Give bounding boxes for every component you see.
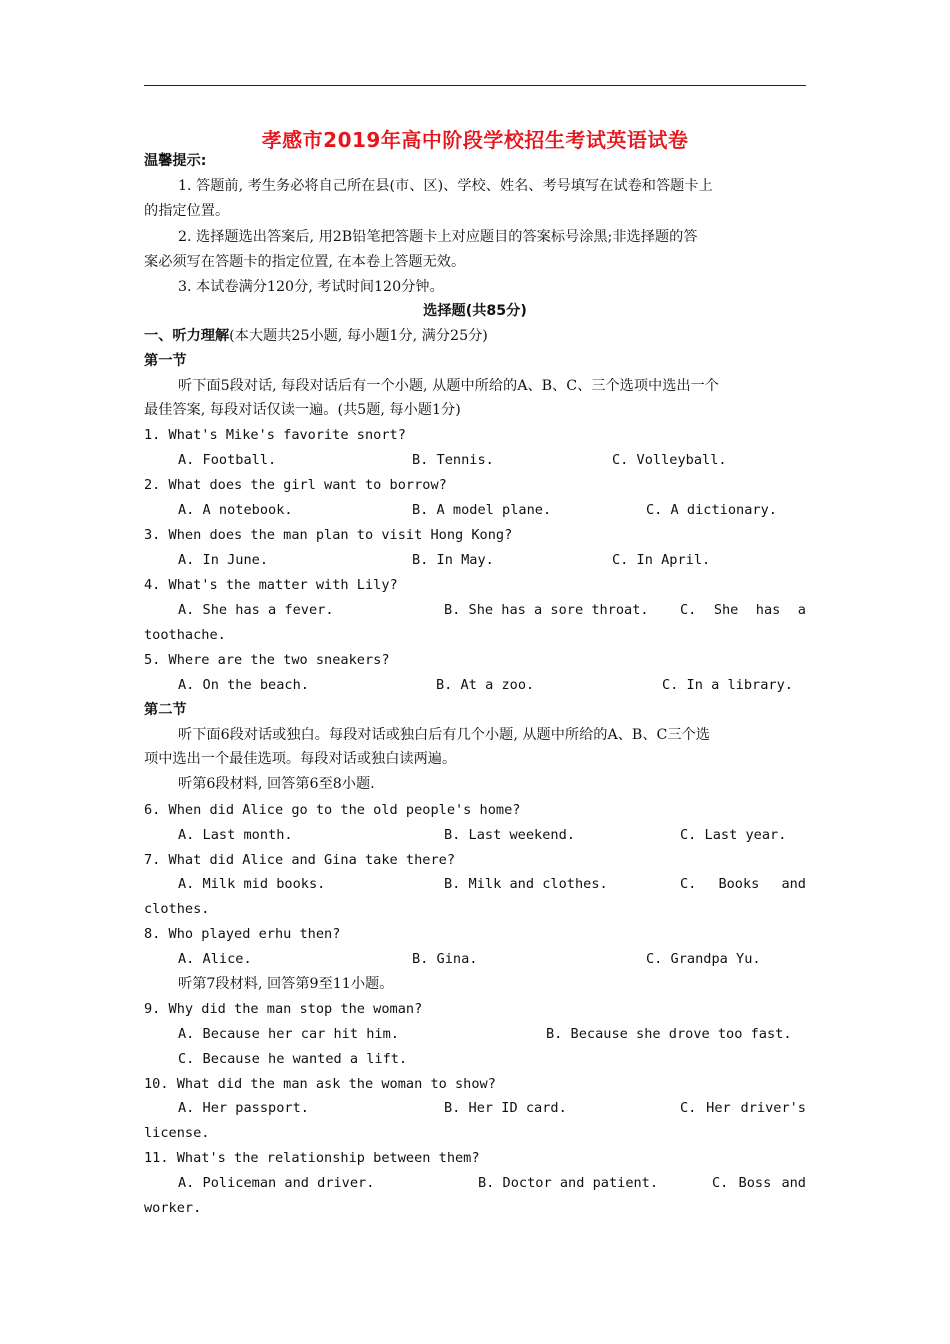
section-2-heading: 第二节 (144, 702, 187, 718)
question-10-option-c-continued: license. (144, 1125, 210, 1141)
question-8-option-a: A. Alice. (178, 951, 252, 967)
question-1-option-a: A. Football. (178, 452, 277, 468)
tip-3: 3. 本试卷满分120分, 考试时间120分钟。 (178, 279, 444, 295)
tip-1-line-2: 的指定位置。 (144, 203, 230, 219)
question-10-option-c: C. Her driver's (680, 1100, 806, 1116)
tip-2-line-2: 案必须写在答题卡的指定位置, 在本卷上答题无效。 (144, 254, 466, 270)
tip-2-line-1: 2. 选择题选出答案后, 用2B铅笔把答题卡上对应题目的答案标号涂黑;非选择题的答 (178, 229, 698, 245)
tip-1-line-1: 1. 答题前, 考生务必将自己所在县(市、区)、学校、姓名、考号填写在试卷和答题卡上 (178, 178, 713, 194)
question-4-stem: 4. What's the matter with Lily? (144, 577, 398, 593)
part1-heading-line (144, 327, 806, 345)
exam-title: 孝感市2019年高中阶段学校招生考试英语试卷 (261, 128, 689, 152)
question-10-option-b: B. Her ID card. (444, 1100, 567, 1116)
question-4-option-c: C. She has a (680, 602, 806, 618)
section-2-intro-line-2: 项中选出一个最佳选项。每段对话或独白读两遍。 (144, 751, 457, 767)
question-4-option-a: A. She has a fever. (178, 602, 334, 618)
question-8-stem: 8. Who played erhu then? (144, 926, 341, 942)
header-rule (144, 85, 806, 86)
question-3-option-c: C. In April. (612, 552, 711, 568)
question-11-option-c: C. Boss and (712, 1175, 806, 1191)
section-title: 选择题(共85分) (423, 303, 527, 319)
question-7-stem: 7. What did Alice and Gina take there? (144, 852, 455, 868)
question-5-option-b: B. At a zoo. (436, 677, 535, 693)
question-1-option-c: C. Volleyball. (612, 452, 727, 468)
question-11-stem: 11. What's the relationship between them? (144, 1150, 480, 1166)
question-7-option-c: C. Books and (680, 876, 806, 892)
question-11-option-b: B. Doctor and patient. (478, 1175, 659, 1191)
question-9-option-a: A. Because her car hit him. (178, 1026, 399, 1042)
question-8-option-b: B. Gina. (412, 951, 478, 967)
question-8-option-c: C. Grandpa Yu. (646, 951, 761, 967)
question-7-option-a: A. Milk mid books. (178, 876, 326, 892)
part1-heading: 一、听力理解 (144, 328, 230, 344)
question-10-stem: 10. What did the man ask the woman to show? (144, 1076, 496, 1092)
material-7-instruction: 听第7段材料, 回答第9至11小题。 (178, 976, 394, 992)
question-7-option-b: B. Milk and clothes. (444, 876, 608, 892)
question-6-option-b: B. Last weekend. (444, 827, 575, 843)
section-1-intro-line-1: 听下面5段对话, 每段对话后有一个小题, 从题中所给的A、B、C、三个选项中选出一个 (178, 378, 719, 394)
section-1-heading: 第一节 (144, 353, 187, 369)
question-11-option-a: A. Policeman and driver. (178, 1175, 375, 1191)
part1-heading-note: (本大题共25小题, 每小题1分, 满分25分) (229, 328, 488, 344)
question-5-stem: 5. Where are the two sneakers? (144, 652, 390, 668)
question-6-option-a: A. Last month. (178, 827, 293, 843)
question-1-option-b: B. Tennis. (412, 452, 494, 468)
question-9-stem: 9. Why did the man stop the woman? (144, 1001, 423, 1017)
question-2-stem: 2. What does the girl want to borrow? (144, 477, 447, 493)
section-2-intro-line-1: 听下面6段对话或独白。每段对话或独白后有几个小题, 从题中所给的A、B、C三个选 (178, 727, 710, 743)
question-10-option-a: A. Her passport. (178, 1100, 309, 1116)
question-6-stem: 6. When did Alice go to the old people's home? (144, 802, 521, 818)
question-5-option-a: A. On the beach. (178, 677, 309, 693)
question-6-option-c: C. Last year. (680, 827, 787, 843)
question-2-option-a: A. A notebook. (178, 502, 293, 518)
question-7-option-c-continued: clothes. (144, 901, 210, 917)
question-5-option-c: C. In a library. (662, 677, 793, 693)
question-3-option-b: B. In May. (412, 552, 494, 568)
question-4-option-c-continued: toothache. (144, 627, 226, 643)
question-3-stem: 3. When does the man plan to visit Hong Kong? (144, 527, 513, 543)
question-11-option-c-continued: worker. (144, 1200, 202, 1216)
tips-heading: 温馨提示: (144, 153, 207, 169)
question-9-option-b: B. Because she drove too fast. (546, 1026, 792, 1042)
question-9-option-c: C. Because he wanted a lift. (178, 1051, 408, 1067)
question-2-option-b: B. A model plane. (412, 502, 552, 518)
question-4-option-b: B. She has a sore throat. (444, 602, 649, 618)
question-3-option-a: A. In June. (178, 552, 269, 568)
question-1-stem: 1. What's Mike's favorite snort? (144, 427, 406, 443)
question-2-option-c: C. A dictionary. (646, 502, 777, 518)
section-1-intro-line-2: 最佳答案, 每段对话仅读一遍。(共5题, 每小题1分) (144, 402, 461, 418)
material-6-instruction: 听第6段材料, 回答第6至8小题. (178, 776, 375, 792)
